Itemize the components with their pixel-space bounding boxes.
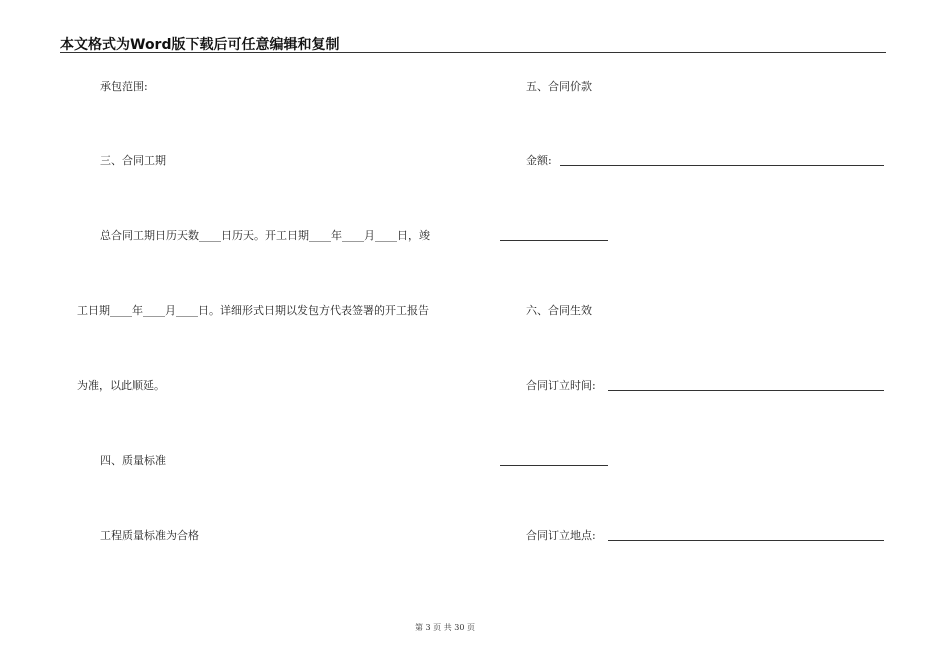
duration-text-line1: 总合同工期日历天数____日历天。开工日期____年____月____日，竣: [100, 229, 430, 242]
sign-time-continuation-line: [500, 465, 608, 466]
duration-text-line3: 为准，以此顺延。: [77, 379, 165, 392]
section6-title: 六、合同生效: [526, 304, 592, 317]
header-divider: [60, 52, 886, 53]
section5-title: 五、合同价款: [526, 80, 592, 93]
quality-text: 工程质量标准为合格: [100, 529, 199, 542]
sign-time-label: 合同订立时间:: [526, 379, 596, 392]
scope-label: 承包范围:: [100, 80, 148, 93]
section3-title: 三、合同工期: [100, 154, 166, 167]
duration-text-line2: 工日期____年____月____日。详细形式日期以发包方代表签署的开工报告: [77, 304, 429, 317]
document-header-title: 本文格式为Word版下载后可任意编辑和复制: [60, 37, 340, 53]
sign-place-fill-line: [608, 540, 884, 541]
section4-title: 四、质量标准: [100, 454, 166, 467]
amount-label: 金额:: [526, 154, 552, 167]
amount-continuation-line: [500, 240, 608, 241]
sign-time-fill-line: [608, 390, 884, 391]
amount-fill-line: [560, 165, 884, 166]
sign-place-label: 合同订立地点:: [526, 529, 596, 542]
page-number: 第 3 页 共 30 页: [415, 623, 475, 632]
